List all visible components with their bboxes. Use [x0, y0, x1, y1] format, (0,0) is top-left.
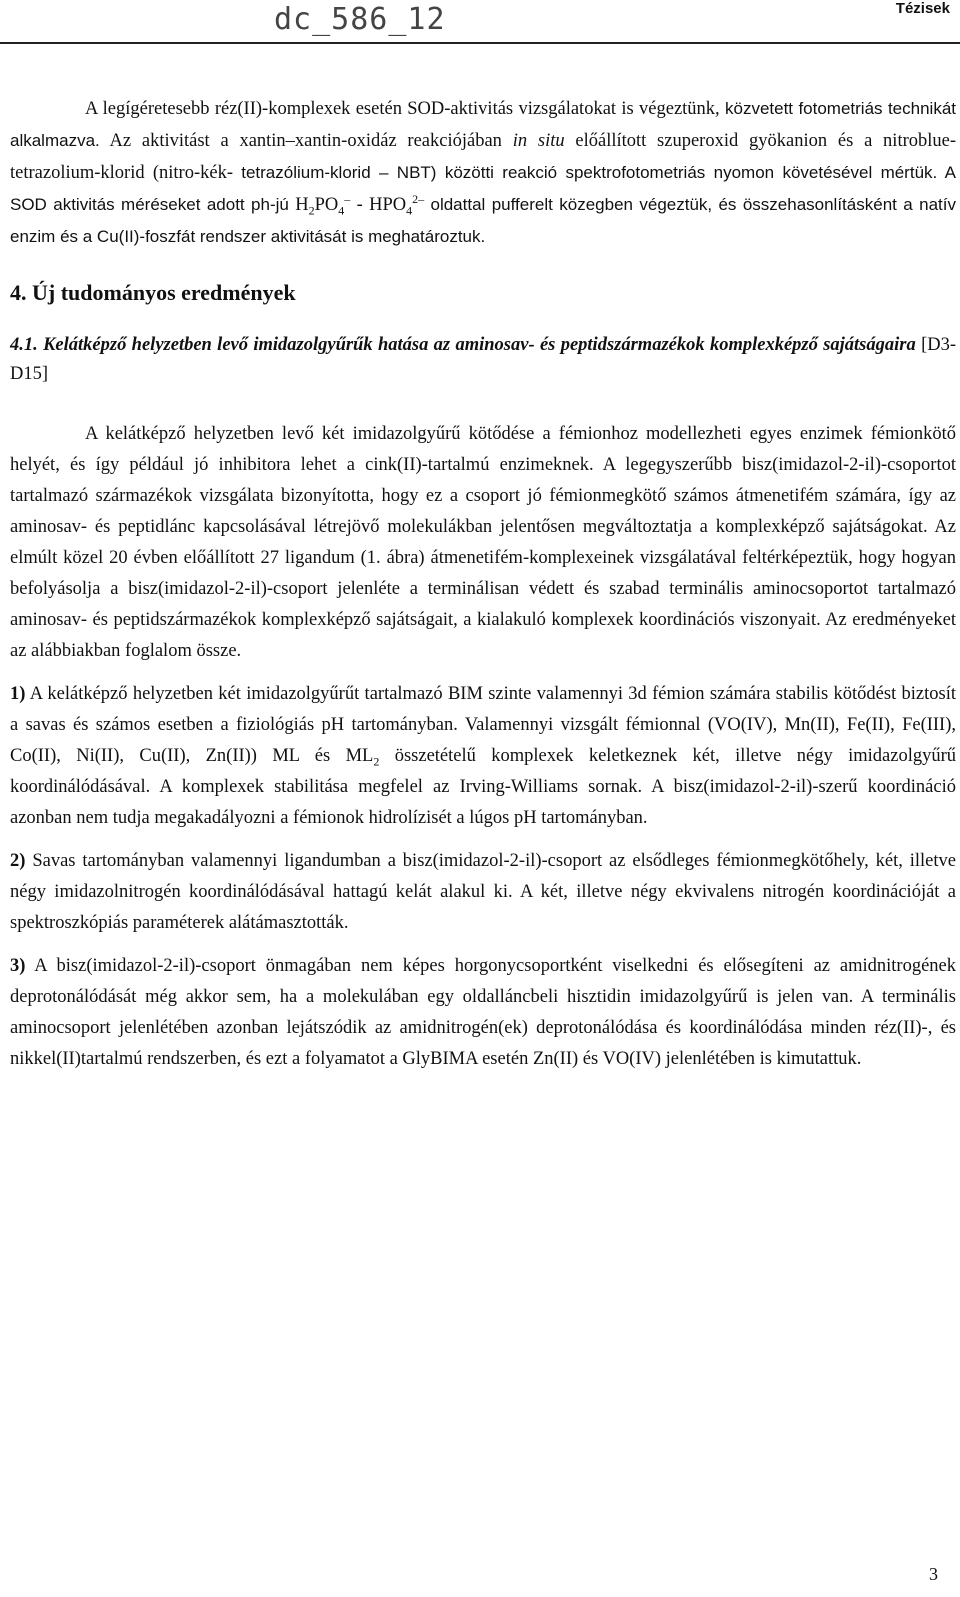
formula-hpo4	[369, 191, 425, 218]
main-paragraph: A kelátképző helyzetben levő két imidazolgyűrű kötődése a fémionhoz modellezheti egyes enzimek fémionkötő helyét, és így például jó inhibitora lehet a cink(II)-tartalmú enzimeknek. A legegyszerűbb bisz(imidazol-2-il)-csoportot tartalmazó származékok vizsgálata bizonyította, hogy ez a csoport jó fémionmegkötő számos átmenetifém számára, így az aminosav- és peptidlánc kapcsolásával létrejövő molekulákban jelentősen megváltoztatja a komplexképző sajátságokat. Az elmúlt közel 20 évben előállított 27 ligandum (1. ábra) átmenetifém-komplexeinek vizsgálatával feltérképeztük, hogy hogyan befolyásolja a bisz(imidazol-2-il)-csoport jelenléte a terminálisan védett és szabad terminális aminocsoportot tartalmazó aminosav- és peptidszármazékok komplexképző sajátságait, a kialakuló komplexek koordinációs viszonyait. Az eredményeket az alábbiakban foglalom össze.	[10, 424, 956, 661]
intro-line-5a: SOD aktivitás méréseket adott ph-jú	[10, 195, 296, 214]
finding-1	[10, 679, 956, 834]
finding-2-text: Savas tartományban valamennyi ligandumban a bisz(imidazol-2-il)-csoport az elsődleges fémionmegkötőhely, két, illetve négy imidazolnitrogén koordinálódásával hattagú kelát alakul ki. A két, illetve négy ekvivalens nitrogén koordinációját a spektroszkópiás paraméterek alátámasztották.	[10, 851, 956, 933]
formula-po: PO	[314, 195, 339, 215]
finding-3	[10, 951, 956, 1075]
formula-charge-2minus: 2–	[412, 191, 425, 206]
section-label: Tézisek	[895, 0, 950, 17]
intro-line-2b: Az aktivitást a xantin–xantin-oxidáz reakciójában	[99, 131, 502, 151]
formula-dash: -	[350, 195, 370, 215]
intro-line-2a: közvetett fotometriás technikát alkalmazva.	[10, 99, 956, 150]
page-number: 3	[929, 1564, 938, 1584]
page-content	[10, 93, 956, 1075]
intro-line-6: és összehasonlításként a natív enzim és a Cu(II)-foszfát rendszer aktivitását is meghatároztuk.	[10, 195, 956, 246]
finding-3-text: A bisz(imidazol-2-il)-csoport önmagában nem képes horgonycsoportként viselkedni és elősegíteni az amidnitrogének deprotonálódását még akkor sem, ha a molekulában egy oldalláncbeli hisztidin imidazolgyűrű is jelen van. A terminális aminocsoport jelenlétében azonban lejátszódik az amidnitrogén(ek) deprotonálódása és koordinálódása minden réz(II)-, és nikkel(II)tartalmú rendszerben, és ezt a folyamatot a GlyBIMA esetén Zn(II) és VO(IV) jelenlétében is kimutattuk.	[10, 956, 956, 1069]
in-situ-term: in situ	[512, 131, 565, 151]
formula-sub-4: 4	[338, 203, 345, 218]
finding-2	[10, 846, 956, 939]
formula-h2po4	[295, 191, 351, 218]
intro-line-3: előállított szuperoxid gyökanion és a nitroblue-tetrazolium-klorid (nitro-kék-	[10, 131, 957, 183]
finding-3-number: 3)	[10, 956, 26, 976]
intro-line-5b: oldattal pufferelt közegben végeztük,	[424, 195, 713, 214]
finding-1-number: 1)	[10, 684, 26, 704]
finding-1-text-a: A kelátképző helyzetben két imidazolgyűrűt tartalmazó BIM szinte valamennyi 3d fémion számára stabilis kötődést biztosít a savas és számos esetben a fiziológiás pH tartományban. Valamennyi vizsgált fémionnal (VO(IV), Mn(II), Fe(II), Fe(III), Co(II), Ni(II), Cu(II), Zn(II)) ML és ML	[10, 684, 956, 766]
formula-sub-4b: 4	[406, 203, 413, 218]
finding-2-number: 2)	[10, 851, 26, 871]
page-header	[0, 0, 960, 52]
subsection-4-1-title	[10, 331, 956, 389]
section-4-title: 4. Új tudományos eredmények	[10, 280, 296, 305]
intro-paragraph	[10, 93, 956, 253]
formula-h: H	[295, 195, 309, 215]
formula-sub-2: 2	[308, 203, 315, 218]
document-id: dc_586_12	[274, 2, 446, 37]
finding-1-subscript: 2	[373, 754, 380, 769]
subsection-4-1-italic: 4.1. Kelátképző helyzetben levő imidazolgyűrűk hatása az aminosav- és peptidszármazékok komplexképző sajátságaira	[10, 335, 916, 355]
formula-charge-minus: –	[344, 191, 351, 206]
formula-hpo: HPO	[369, 195, 407, 215]
intro-line-4: tetrazólium-klorid – NBT) közötti reakció spektrofotometriás nyomon követésével mértük. A	[241, 163, 956, 182]
finding-1-text-b: összetételű komplexek keletkeznek két, illetve négy imidazolgyűrű koordinálódásával. A komplexek stabilitása megfelel az Irving-Williams sornak. A bisz(imidazol-2-il)-szerű koordináció azonban nem tudja megakadályozni a fémionok hidrolízisét a lúgos pH tartományban.	[10, 746, 957, 828]
header-divider	[0, 42, 960, 44]
subsection-4-1-ref: [D3-D15]	[10, 335, 956, 384]
intro-line-1: A legígéretesebb réz(II)-komplexek esetén SOD-aktivitás vizsgálatokat is végeztünk,	[85, 99, 720, 119]
